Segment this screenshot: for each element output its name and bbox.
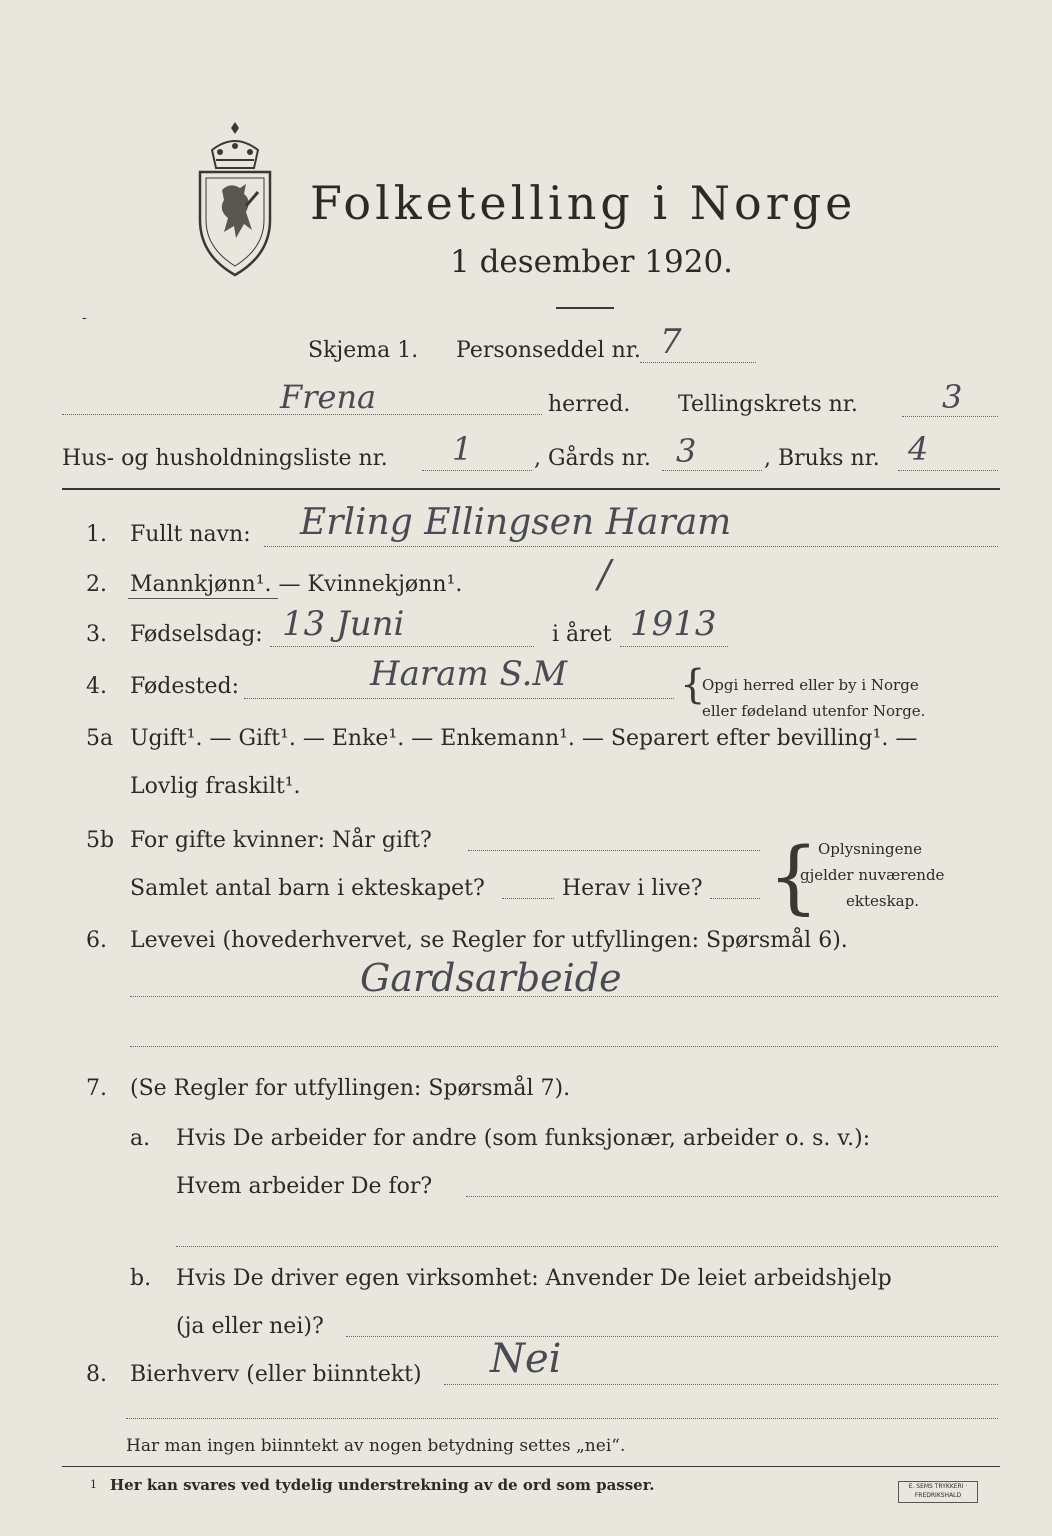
q2-mark[interactable]: / <box>598 552 611 596</box>
personseddel-label: Personseddel nr. <box>456 338 641 363</box>
q7-label: (Se Regler for utfyllingen: Spørsmål 7). <box>130 1076 571 1101</box>
footer-divider <box>62 1466 1000 1467</box>
bruks-line <box>898 470 998 471</box>
norway-coat-of-arms-icon <box>190 120 280 280</box>
q7-number: 7. <box>86 1076 107 1101</box>
q7b-letter: b. <box>130 1266 152 1291</box>
q5b-note-line3: ekteskap. <box>846 892 919 910</box>
census-date: 1 desember 1920. <box>450 244 734 280</box>
q6-line2 <box>130 1046 998 1047</box>
q8-value[interactable]: Nei <box>490 1336 562 1382</box>
q7a-employer-line2 <box>176 1246 998 1247</box>
q3-year-value[interactable]: 1913 <box>630 604 717 644</box>
skjema-label: Skjema 1. <box>308 338 419 363</box>
hus-line <box>422 470 532 471</box>
tellingskrets-label: Tellingskrets nr. <box>678 392 858 417</box>
q6-label: Levevei (hovederhvervet, se Regler for utfyllingen: Spørsmål 6). <box>130 928 848 953</box>
q7a-line1: Hvis De arbeider for andre (som funksjonær, arbeider o. s. v.): <box>176 1126 871 1151</box>
tellingskrets-line <box>902 416 998 417</box>
q5b-line1: For gifte kvinner: Når gift? <box>130 828 432 853</box>
q5b-brace: { <box>768 830 819 923</box>
herred-value[interactable]: Frena <box>280 378 377 416</box>
q5a-line2: Lovlig fraskilt¹. <box>130 774 301 799</box>
q8-line2 <box>126 1418 998 1419</box>
q7a-line2: Hvem arbeider De for? <box>176 1174 433 1199</box>
q7b-answer-line <box>346 1336 998 1337</box>
page-title: Folketelling i Norge <box>310 176 857 230</box>
personseddel-line <box>640 362 756 363</box>
q5b-children-line <box>502 898 554 899</box>
q1-value[interactable]: Erling Ellingsen Haram <box>300 502 732 543</box>
q8-label: Bierhverv (eller biinntekt) <box>130 1362 422 1387</box>
q5b-note-line1: Oplysningene <box>818 840 923 858</box>
q2-underline <box>128 598 278 599</box>
q8-line <box>444 1384 998 1385</box>
personseddel-value[interactable]: 7 <box>660 322 682 362</box>
q7b-line2: (ja eller nei)? <box>176 1314 324 1339</box>
q3-day-line <box>270 646 534 647</box>
q2-number: 2. <box>86 572 107 597</box>
footnote-mark: 1 <box>90 1478 97 1491</box>
q4-value[interactable]: Haram S.M <box>370 654 568 694</box>
q4-brace: { <box>680 662 706 708</box>
q4-note-line2: eller fødeland utenfor Norge. <box>702 702 926 720</box>
gards-label: , Gårds nr. <box>534 446 651 471</box>
hus-value[interactable]: 1 <box>452 430 473 468</box>
margin-dot: - <box>82 310 87 326</box>
q4-label: Fødested: <box>130 674 240 699</box>
q5b-line2b: Herav i live? <box>562 876 703 901</box>
herred-label: herred. <box>548 392 631 417</box>
q3-day-value[interactable]: 13 Juni <box>282 604 405 644</box>
q6-number: 6. <box>86 928 107 953</box>
q3-label: Fødselsdag: <box>130 622 263 647</box>
q5b-number: 5b <box>86 828 115 853</box>
q7a-letter: a. <box>130 1126 151 1151</box>
q5b-line2a: Samlet antal barn i ekteskapet? <box>130 876 485 901</box>
header-divider <box>62 488 1000 490</box>
q3-number: 3. <box>86 622 107 647</box>
q3-year-label: i året <box>552 622 612 647</box>
footnote-text: Her kan svares ved tydelig understrekning av de ord som passer. <box>110 1476 655 1494</box>
q5b-married-line <box>468 850 760 851</box>
q1-label: Fullt navn: <box>130 522 251 547</box>
q7b-line1: Hvis De driver egen virksomhet: Anvender De leiet arbeidshjelp <box>176 1266 892 1291</box>
q1-number: 1. <box>86 522 107 547</box>
q6-value[interactable]: Gardsarbeide <box>360 956 622 1000</box>
q7a-employer-line <box>466 1196 998 1197</box>
hus-label: Hus- og husholdningsliste nr. <box>62 446 388 471</box>
footer-note: Har man ingen biinntekt av nogen betydning settes „nei“. <box>126 1436 626 1456</box>
q8-number: 8. <box>86 1362 107 1387</box>
q4-number: 4. <box>86 674 107 699</box>
q4-note-line1: Opgi herred eller by i Norge <box>702 676 919 694</box>
tellingskrets-value[interactable]: 3 <box>942 378 963 416</box>
bruks-value[interactable]: 4 <box>908 430 929 468</box>
q3-year-line <box>620 646 728 647</box>
bruks-label: , Bruks nr. <box>764 446 880 471</box>
gards-value[interactable]: 3 <box>676 432 697 470</box>
q4-line <box>244 698 674 699</box>
gards-line <box>662 470 762 471</box>
q5b-alive-line <box>710 898 760 899</box>
printer-stamp: E. SEMS TRYKKERI · FREDRIKSHALD <box>898 1481 978 1503</box>
q5a-line1: Ugift¹. — Gift¹. — Enke¹. — Enkemann¹. — Separert efter bevilling¹. — <box>130 726 918 751</box>
q2-label: Mannkjønn¹. — Kvinnekjønn¹. <box>130 572 463 597</box>
q1-line <box>264 546 998 547</box>
title-divider <box>556 307 614 309</box>
q5a-number: 5a <box>86 726 114 751</box>
q5b-note-line2: gjelder nuværende <box>800 866 945 884</box>
